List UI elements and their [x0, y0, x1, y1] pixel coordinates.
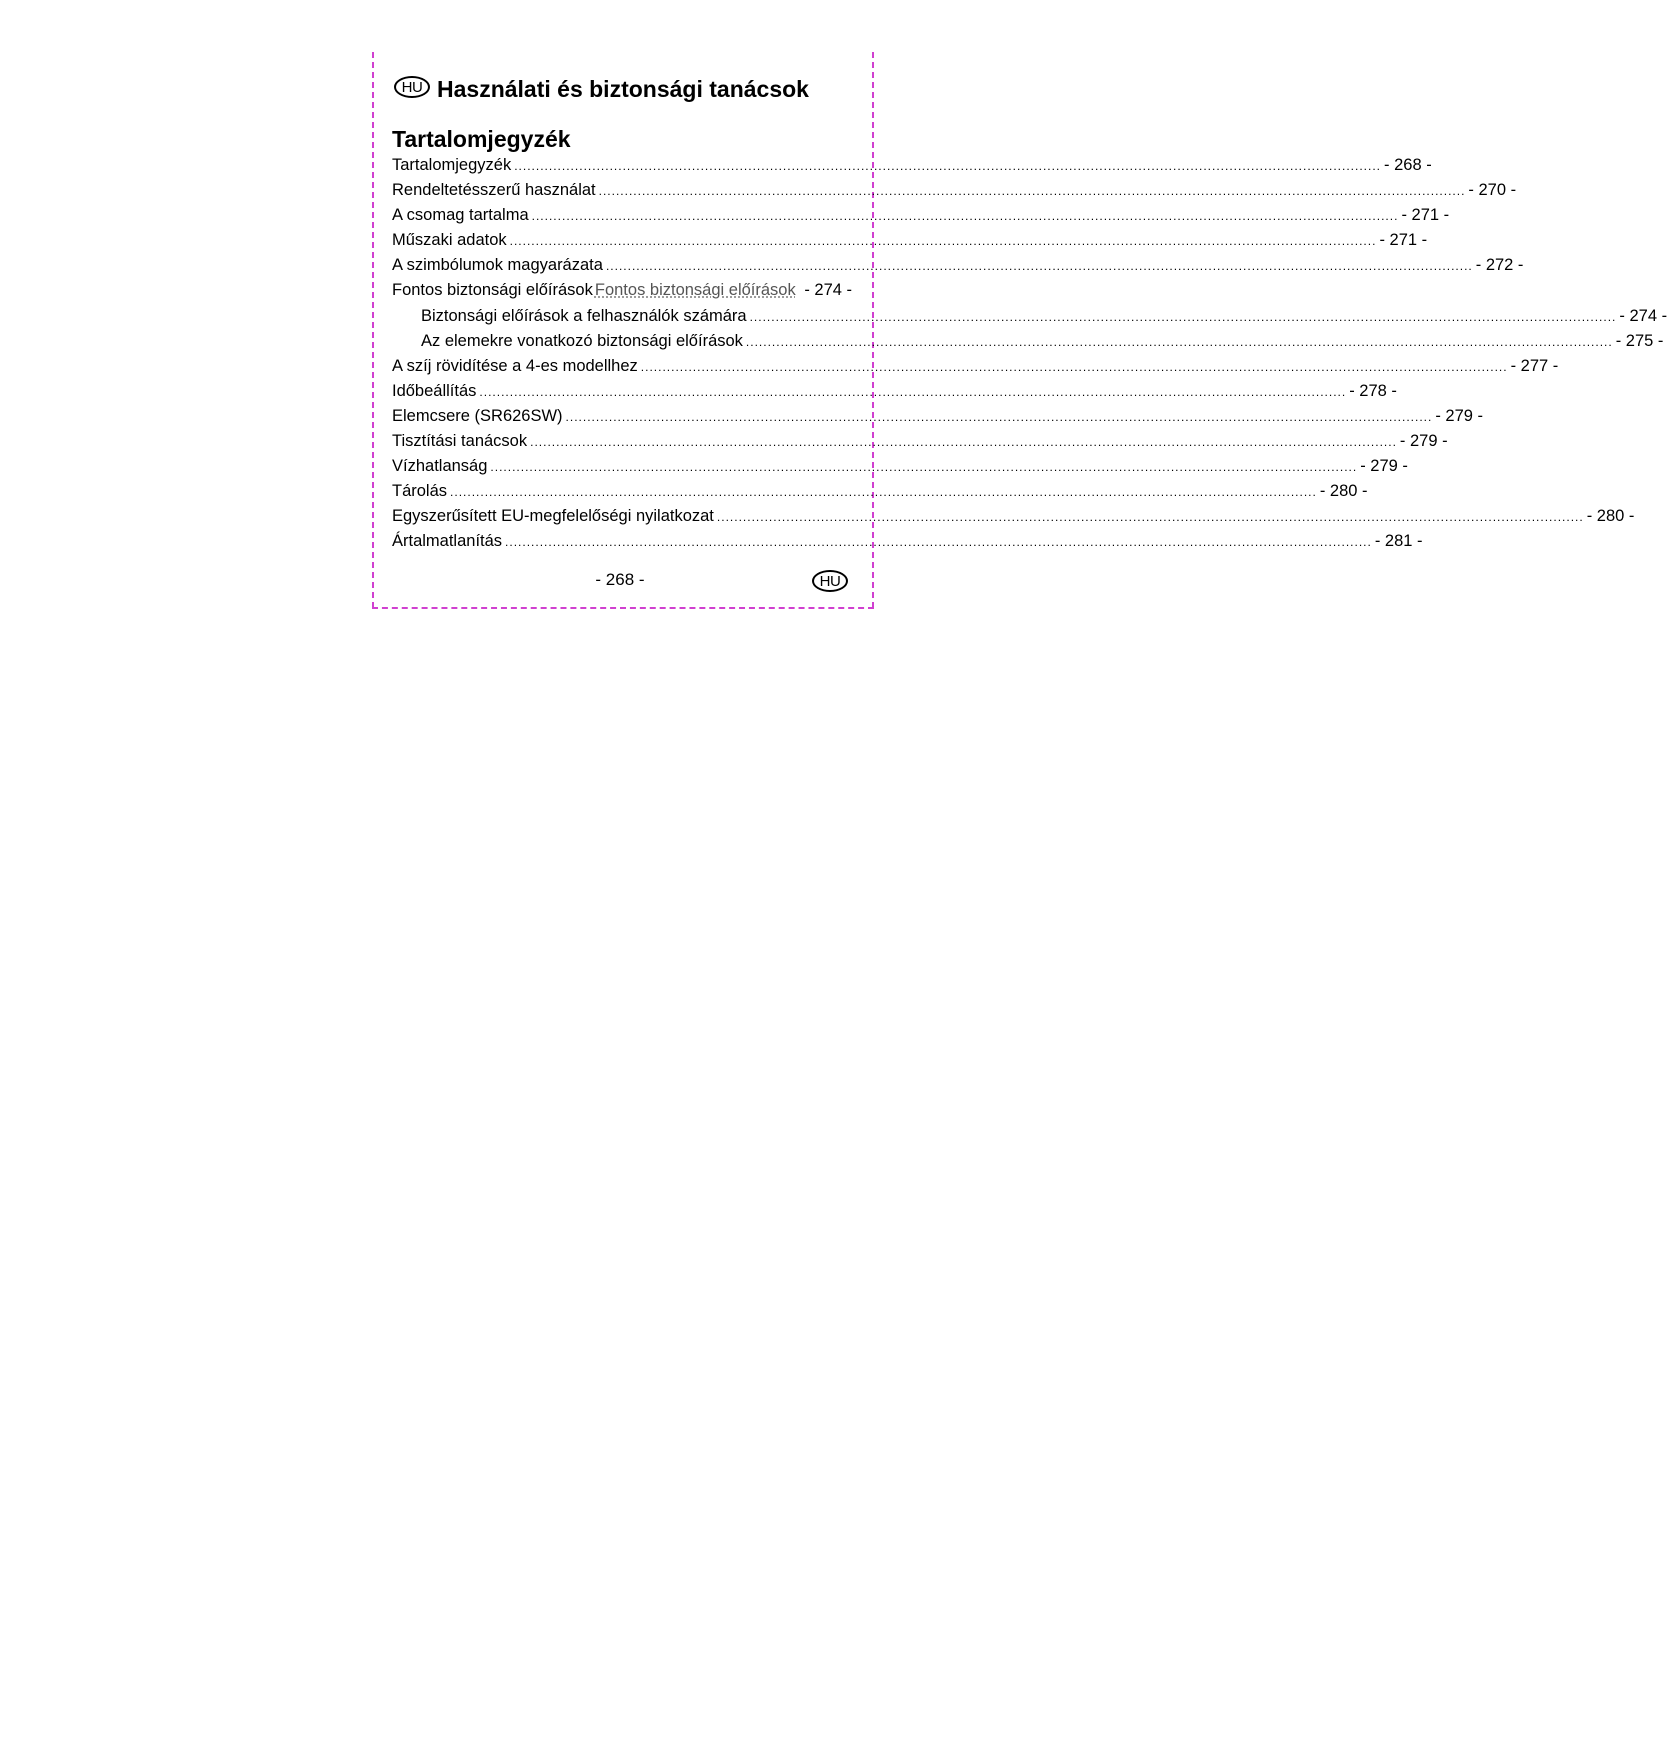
toc-entry[interactable]: [392, 532, 1423, 557]
toc-entry-page: - 268 -: [1384, 156, 1432, 174]
toc-entry-label: A szíj rövidítése a 4-es modellhez: [392, 356, 638, 375]
toc-entry-page: - 272 -: [1475, 256, 1524, 275]
language-badge-header: HU: [394, 76, 430, 98]
toc-entry[interactable]: [392, 181, 1517, 206]
toc-heading: Tartalomjegyzék: [392, 126, 571, 152]
toc-entry-leader-dots: ........................................................................................................................................................................................................: [490, 460, 1358, 475]
toc-entry-label: A csomag tartalma: [392, 206, 529, 225]
toc-entry-leader-dots: ........................................................................................................................................................................................................: [716, 510, 1584, 525]
toc-entry[interactable]: [392, 457, 1408, 482]
toc-entry-overlap-label: Fontos biztonsági előírások: [594, 281, 796, 300]
toc-entry-page: - 274 -: [1619, 306, 1667, 325]
crop-frame-bottom: [372, 607, 874, 609]
crop-frame-left: [372, 52, 374, 608]
toc-entry-label: Tartalomjegyzék: [392, 156, 512, 174]
toc-entry-label: Tisztítási tanácsok: [392, 432, 528, 451]
toc-entry-label: Biztonsági előírások a felhasználók számára: [421, 306, 747, 325]
toc-entry-page: - 271 -: [1401, 206, 1450, 225]
toc-entry[interactable]: [392, 206, 1450, 231]
toc-entry-leader-dots: ........................................................................................................................................................................................................: [640, 359, 1508, 374]
toc-entry-page: - 280 -: [1586, 507, 1635, 526]
toc-entry[interactable]: [392, 482, 1368, 507]
toc-entry-leader-dots: ........................................................................................................................................................................................................: [509, 234, 1377, 249]
toc-entry-page: - 274 -: [804, 281, 852, 300]
toc-entry[interactable]: [392, 281, 852, 306]
toc-entry-leader-dots: ........................................................................................................................................................................................................: [598, 184, 1466, 199]
toc-entry[interactable]: [392, 356, 1559, 382]
toc-entry-page: - 279 -: [1360, 457, 1408, 476]
toc-entry-leader-dots: ........................................................................................................................................................................................................: [745, 334, 1613, 349]
toc-entry-page: - 279 -: [1399, 432, 1448, 451]
toc-entry-page: - 275 -: [1615, 331, 1664, 350]
language-badge-footer: HU: [812, 570, 848, 592]
toc-entry-leader-dots: ........................................................................................................................................................................................................: [749, 309, 1617, 324]
table-of-contents: [392, 156, 1667, 558]
toc-entry-label: A szimbólumok magyarázata: [392, 256, 603, 275]
toc-entry-label: Műszaki adatok: [392, 231, 507, 250]
toc-entry-page: - 281 -: [1374, 532, 1423, 551]
toc-entry-label: Rendeltetésszerű használat: [392, 181, 596, 200]
toc-entry[interactable]: [392, 507, 1635, 532]
toc-entry-label: Elemcsere (SR626SW): [392, 406, 563, 425]
toc-entry[interactable]: [392, 231, 1428, 256]
toc-entry-label: Egyszerűsített EU-megfelelőségi nyilatkozat: [392, 507, 714, 526]
toc-entry-page: - 271 -: [1379, 231, 1428, 250]
toc-entry-leader-dots: ........................................................................................................................................................................................................: [505, 535, 1372, 550]
toc-entry-label: Ártalmatlanítás: [392, 532, 503, 551]
toc-entry-leader-dots: ........................................................................................................................................................................................................: [514, 159, 1382, 173]
document-title: Használati és biztonsági tanácsok: [437, 76, 809, 102]
toc-entry-leader-dots: ........................................................................................................................................................................................................: [530, 435, 1397, 450]
toc-entry-leader-dots: ........................................................................................................................................................................................................: [605, 259, 1473, 274]
toc-entry-page: - 270 -: [1468, 181, 1517, 200]
toc-entry-label: Fontos biztonsági előírások: [392, 281, 593, 300]
page-number: - 268 -: [595, 570, 645, 589]
toc-entry-leader-dots: ........................................................................................................................................................................................................: [531, 209, 1399, 224]
toc-entry-label: Az elemekre vonatkozó biztonsági előírások: [421, 331, 743, 350]
toc-entry-label: Tárolás: [392, 482, 448, 501]
toc-entry[interactable]: [392, 432, 1448, 457]
toc-entry-leader-dots: ........................................................................................................................................................................................................: [450, 485, 1317, 500]
toc-entry-label: Vízhatlanság: [392, 457, 488, 476]
toc-entry-page: - 278 -: [1349, 381, 1397, 400]
toc-entry-label: Időbeállítás: [392, 381, 477, 400]
toc-entry-leader-dots: ........................................................................................................................................................................................................: [479, 384, 1347, 399]
toc-entry[interactable]: [392, 306, 1667, 332]
toc-entry-page: - 277 -: [1510, 356, 1559, 375]
toc-entry[interactable]: [392, 406, 1484, 432]
toc-entry[interactable]: [392, 381, 1397, 407]
toc-entry-leader-dots: ........................................................................................................................................................................................................: [565, 409, 1433, 424]
toc-entry[interactable]: [392, 331, 1664, 357]
toc-entry[interactable]: [392, 256, 1524, 281]
toc-entry-page: - 280 -: [1319, 482, 1368, 501]
crop-frame-right: [872, 52, 874, 608]
toc-entry-page: - 279 -: [1435, 406, 1484, 425]
toc-entry[interactable]: [392, 156, 1432, 181]
